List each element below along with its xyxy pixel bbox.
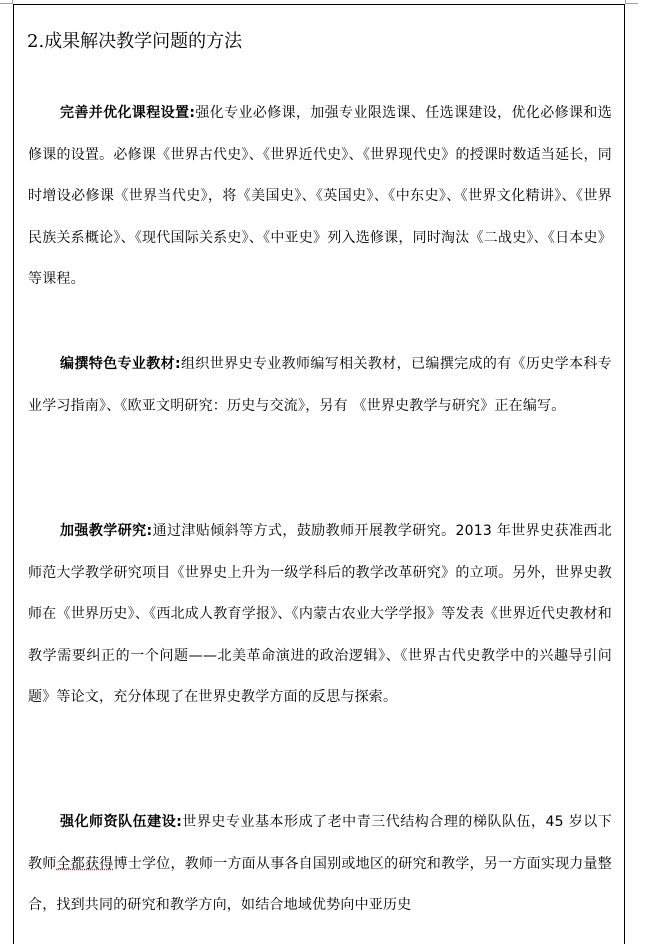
paragraph-faculty bbox=[28, 802, 612, 927]
crop-mark-top-left-h bbox=[0, 3, 12, 4]
paragraph-lead: 强化师资队伍建设: bbox=[60, 814, 183, 830]
section-heading: 2.成果解决教学问题的方法 bbox=[27, 31, 243, 52]
paragraph-curriculum bbox=[28, 93, 612, 301]
paragraph-teaching-research bbox=[28, 511, 612, 719]
paragraph-body-pre: 世界史专业基本形成了老中青三代结构合理的梯队队伍，45 岁以下教师 bbox=[28, 814, 612, 872]
paragraph-body-post: 博士学位，教师一方面从事各自国别或地区的研究和教学，另一方面实现力量整合，找到共同的研究和教学方向，如结合地域优势向中亚历史 bbox=[28, 855, 612, 913]
crop-mark-top-right-h bbox=[626, 3, 638, 4]
paragraph-body: 强化专业必修课，加强专业限选课、任选课建设，优化必修课和选修课的设置。必修课《世界古代史》、《世界近代史》、《世界现代史》的授课时数适当延长，同时增设必修课《世界当代史》，将《美国史》、《英国史》、《中东史》、《世界文化精讲》、《世界民族关系概论》、《现代国际关系史》、《中亚史》列入选修课，同时淘汰《二战史》、《日本史》等课程。 bbox=[28, 105, 612, 287]
paragraph-lead: 加强教学研究: bbox=[60, 523, 153, 539]
paragraph-body: 组织世界史专业教师编写相关教材，已编撰完成的有《历史学本科专业学习指南》、《欧亚文明研究：历史与交流》，另有 《世界史教学与研究》正在编写。 bbox=[28, 356, 613, 414]
crop-mark-top-right-v bbox=[625, 0, 626, 4]
paragraph-lead: 完善并优化课程设置: bbox=[60, 105, 196, 121]
paragraph-body: 通过津贴倾斜等方式，鼓励教师开展教学研究。2013 年世界史获准西北师范大学教学研究项目《世界史上升为一级学科后的教学改革研究》的立项。另外，世界史教师在《世界历史》、《西北成人教育学报》、《内蒙古农业大学学报》等发表《世界近代史教材和教学需要纠正的一个问题——北美革命演进的政治逻辑》、《世界古代史教学中的兴趣导引问题》等论文，充分体现了在世界史教学方面的反思与探索。 bbox=[28, 523, 612, 705]
paragraph-lead: 编撰特色专业教材: bbox=[60, 356, 181, 372]
paragraph-textbooks bbox=[28, 344, 612, 427]
grammar-check-mark: 全都获得 bbox=[56, 855, 114, 872]
